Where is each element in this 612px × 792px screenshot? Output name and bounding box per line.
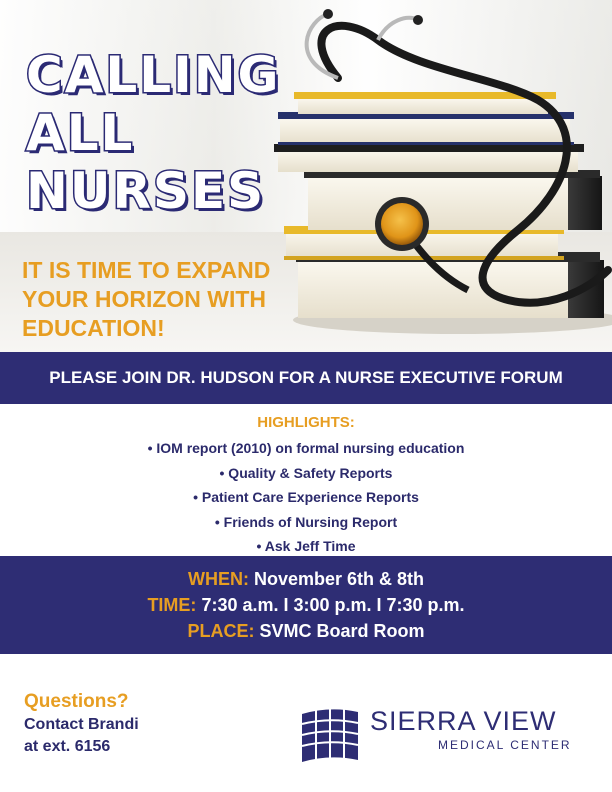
- highlights-list: [0, 436, 612, 559]
- building-logo-icon: [300, 706, 360, 764]
- hero-section: [0, 0, 612, 352]
- headline-line-2: ALL: [26, 104, 135, 162]
- event-details-banner: [0, 556, 612, 654]
- headline-line-3: NURSES: [26, 162, 266, 220]
- tagline-line-3: EDUCATION!: [22, 315, 165, 341]
- when-row: [0, 566, 612, 592]
- sierra-view-logo: [300, 700, 590, 770]
- place-value: SVMC Board Room: [259, 621, 425, 641]
- stethoscope-books-image: [268, 0, 612, 352]
- list-item: • Patient Care Experience Reports: [193, 489, 419, 505]
- logo-subtitle: MEDICAL CENTER: [438, 738, 572, 752]
- questions-heading: Questions?: [24, 691, 129, 712]
- headline: [26, 46, 286, 220]
- invitation-text: PLEASE JOIN DR. HUDSON FOR A NURSE EXECUTIVE FORUM: [49, 368, 563, 387]
- contact-extension: at ext. 6156: [24, 738, 111, 755]
- tagline-line-2: YOUR HORIZON WITH: [22, 286, 267, 312]
- highlights-section: [0, 404, 612, 556]
- contact-block: [24, 690, 244, 758]
- list-item: • Ask Jeff Time: [256, 538, 356, 554]
- place-label: PLACE:: [187, 621, 255, 641]
- invitation-banner: [0, 352, 612, 404]
- list-item: • Quality & Safety Reports: [219, 464, 393, 481]
- place-row: [0, 618, 612, 644]
- when-label: WHEN:: [187, 569, 249, 589]
- headline-line-1: CALLING: [26, 46, 281, 104]
- list-item: • IOM report (2010) on formal nursing education: [147, 440, 465, 456]
- when-value: November 6th & 8th: [253, 569, 425, 589]
- time-value: 7:30 a.m. I 3:00 p.m. I 7:30 p.m.: [201, 595, 465, 615]
- tagline-line-1: IT IS TIME TO EXPAND: [22, 257, 271, 283]
- list-item: • Friends of Nursing Report: [214, 513, 398, 530]
- tagline: [22, 256, 292, 343]
- time-label: TIME:: [147, 595, 197, 615]
- logo-name: SIERRA VIEW: [370, 706, 557, 736]
- contact-name: Contact Brandi: [24, 716, 139, 733]
- highlights-heading: HIGHLIGHTS:: [257, 414, 355, 431]
- time-row: [0, 592, 612, 618]
